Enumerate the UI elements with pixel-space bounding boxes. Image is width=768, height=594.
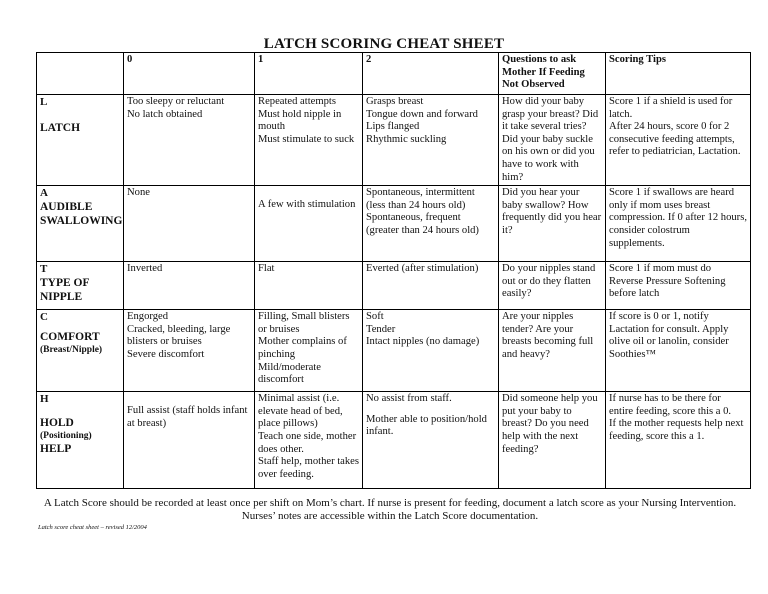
score-0-cell xyxy=(124,186,255,262)
question-cell: Do your nipples stand out or do they flatten easily? xyxy=(499,262,606,310)
category-letter: A xyxy=(40,187,48,200)
score-text: Too sleepy or reluctant xyxy=(127,96,225,107)
score-text: Mother able to position/hold infant. xyxy=(366,413,487,438)
score-text: Repeated attempts xyxy=(258,96,336,107)
score-text: Lips flanged xyxy=(366,121,420,133)
tip-text: Score 1 if swallows are heard only if mom uses breast compression. If 0 after 12 hours, consider colostrum supplements. xyxy=(609,187,747,249)
tips-cell xyxy=(606,310,751,392)
category-cell xyxy=(37,392,124,489)
table-row xyxy=(37,95,751,186)
question-cell: Did someone help you put your baby to breast? Do you need help with the next feeding? xyxy=(499,392,606,489)
category-letter: T xyxy=(40,263,48,276)
header-row xyxy=(37,53,751,95)
category-subtitle: (Positioning) xyxy=(40,430,92,441)
tip-text: After 24 hours, score 0 for 2 consecutive feeding attempts, refer to pediatrician, Lactation. xyxy=(609,121,741,158)
category-name: AUDIBLE SWALLOWING xyxy=(40,200,123,227)
score-text: Intact nipples (no damage) xyxy=(366,336,480,348)
page-title: LATCH SCORING CHEAT SHEET xyxy=(263,36,505,52)
score-text: Soft xyxy=(366,311,384,323)
tip-text: Score 1 if mom must do Reverse Pressure Softening before latch xyxy=(609,263,726,300)
question-cell: How did your baby grasp your breast? Did it take several tries? Did your baby suckle on his own or did you have to work with him? xyxy=(499,95,606,186)
category-subtitle: (Breast/Nipple) xyxy=(40,344,103,355)
revision-note: Latch score cheat sheet – revised 12/2004 xyxy=(38,524,147,531)
score-text: Engorged xyxy=(127,311,168,323)
tips-cell xyxy=(606,392,751,489)
question-cell: Did you hear your baby swallow? How frequently did you hear it? xyxy=(499,186,606,262)
score-text: Staff help, mother takes over feeding. xyxy=(258,456,360,480)
category-cell xyxy=(37,186,124,262)
score-text: Tender xyxy=(366,323,396,335)
category-name-secondary: HELP xyxy=(40,443,72,456)
score-0-cell xyxy=(124,310,255,392)
score-text: Mother complains of pinching xyxy=(258,336,347,360)
score-2-cell xyxy=(363,186,499,262)
score-text: Flat xyxy=(258,263,275,275)
score-0-cell xyxy=(124,95,255,186)
tips-cell xyxy=(606,95,751,186)
footer-note: A Latch Score should be recorded at least once per shift on Mom’s chart. If nurse is present for feeding, document a latch score as your Nursing Intervention. Nurses’ notes are accessible within the Latch Score documentation. xyxy=(43,497,737,522)
category-letter: H xyxy=(40,393,49,406)
table-row xyxy=(37,310,751,392)
score-text: Rhythmic suckling xyxy=(366,133,447,145)
score-1-cell xyxy=(255,310,363,392)
header-score-1: 1 xyxy=(255,53,363,95)
category-name: HOLD xyxy=(40,416,74,429)
tip-text: If score is 0 or 1, notify Lactation for consult. Apply olive oil or lanolin, consider Soothies™ xyxy=(609,311,729,360)
score-text: Must hold nipple in mouth xyxy=(258,108,342,133)
score-2-cell xyxy=(363,95,499,186)
score-text: Mild/moderate discomfort xyxy=(258,361,321,386)
score-1-cell xyxy=(255,392,363,489)
score-2-cell xyxy=(363,262,499,310)
score-2-cell xyxy=(363,310,499,392)
category-cell xyxy=(37,262,124,310)
latch-score-table xyxy=(36,52,751,489)
score-text: Full assist (staff holds infant at breast) xyxy=(127,405,248,429)
score-text: Cracked, bleeding, large blisters or bruises xyxy=(127,323,231,348)
tips-cell xyxy=(606,262,751,310)
header-category xyxy=(37,53,124,95)
score-text: Inverted xyxy=(127,263,163,275)
score-0-cell xyxy=(124,262,255,310)
score-text: Teach one side, mother does other. xyxy=(258,430,357,455)
score-2-cell xyxy=(363,392,499,489)
category-name: TYPE OF NIPPLE xyxy=(40,276,90,303)
score-text: Everted (after stimulation) xyxy=(366,263,479,275)
score-0-cell xyxy=(124,392,255,489)
tip-text: Score 1 if a shield is used for latch. xyxy=(609,96,733,120)
category-cell xyxy=(37,310,124,392)
score-text: No assist from staff. xyxy=(366,393,452,405)
header-scoring-tips: Scoring Tips xyxy=(606,53,751,95)
question-cell: Are your nipples tender? Are your breasts becoming full and heavy? xyxy=(499,310,606,392)
score-text: None xyxy=(127,187,150,199)
header-score-0: 0 xyxy=(124,53,255,95)
tips-cell xyxy=(606,186,751,262)
score-text: Must stimulate to suck xyxy=(258,133,355,145)
score-1-cell xyxy=(255,95,363,186)
score-text: Grasps breast xyxy=(366,96,424,107)
score-text: Severe discomfort xyxy=(127,348,205,360)
category-cell xyxy=(37,95,124,186)
category-name: LATCH xyxy=(40,121,81,134)
category-name: COMFORT xyxy=(40,330,100,343)
score-text: No latch obtained xyxy=(127,108,203,120)
score-text: A few with stimulation xyxy=(258,199,356,211)
score-1-cell xyxy=(255,186,363,262)
tip-text: If nurse has to be there for entire feeding, score this a 0. xyxy=(609,393,732,417)
score-text: Spontaneous, frequent (greater than 24 hours old) xyxy=(366,212,479,236)
score-1-cell xyxy=(255,262,363,310)
tip-text: If the mother requests help next feeding, score this a 1. xyxy=(609,418,744,442)
score-text: Minimal assist (i.e. elevate head of bed, place pillows) xyxy=(258,393,343,430)
score-text: Spontaneous, intermittent (less than 24 hours old) xyxy=(366,187,475,211)
score-text: Filling, Small blisters or bruises xyxy=(258,311,350,335)
score-text: Tongue down and forward xyxy=(366,108,478,120)
category-letter: L xyxy=(40,96,48,108)
table-row xyxy=(37,262,751,310)
header-questions: Questions to ask Mother If Feeding Not Observed xyxy=(499,53,606,95)
table-row xyxy=(37,186,751,262)
header-score-2: 2 xyxy=(363,53,499,95)
category-letter: C xyxy=(40,311,48,324)
table-row xyxy=(37,392,751,489)
